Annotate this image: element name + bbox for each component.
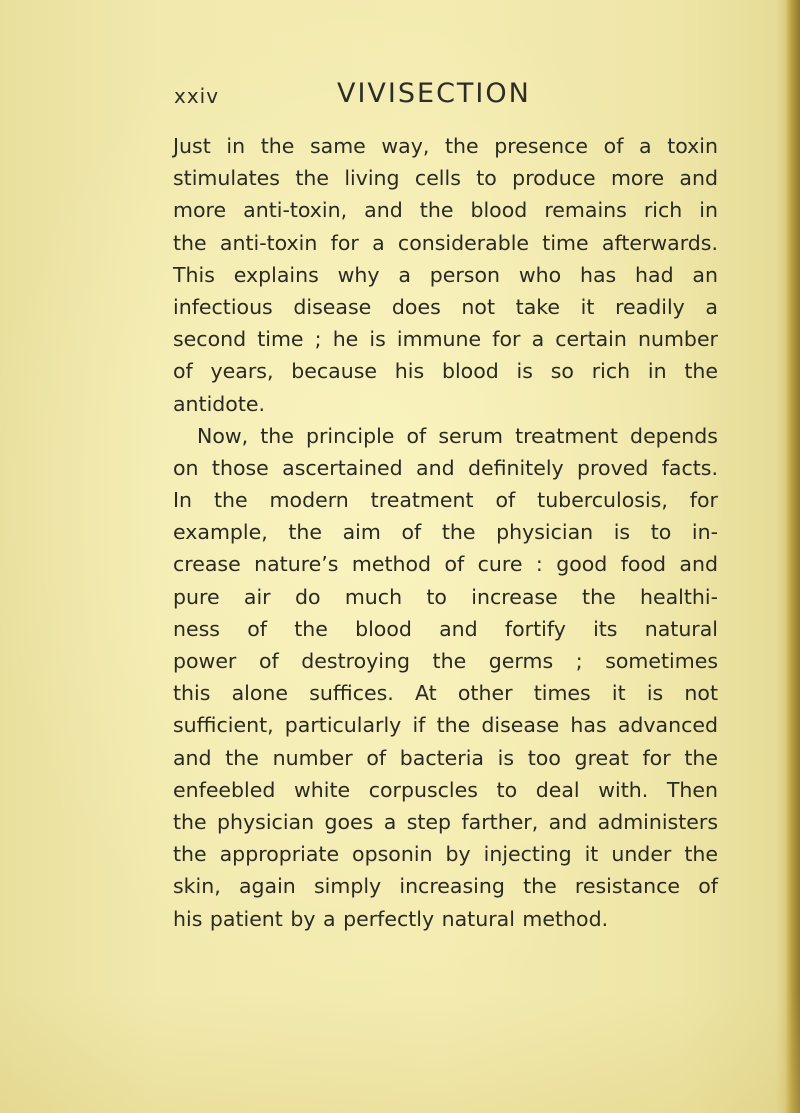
text-line: example, the aim of the physician is to in- [173, 520, 718, 545]
text-line: stimulates the living cells to produce more and [173, 166, 718, 191]
text-line: and the number of bacteria is too great for the [173, 745, 718, 770]
page-edge [786, 0, 800, 1113]
text-line: his patient by a perfectly natural method. [173, 906, 609, 931]
text-line: skin, again simply increasing the resistance of [173, 874, 718, 899]
text-line: second time ; he is immune for a certain number [173, 327, 718, 352]
text-line: Now, the principle of serum treatment depends [197, 423, 718, 448]
text-line: the physician goes a step farther, and administers [173, 809, 718, 834]
page-number: xxiv [174, 84, 220, 108]
text-line: the appropriate opsonin by injecting it under the [173, 842, 718, 867]
text-line: enfeebled white corpuscles to deal with. Then [173, 777, 718, 802]
page-edge-shadow [776, 0, 786, 1113]
text-line: infectious disease does not take it readily a [173, 294, 718, 319]
text-line: In the modern treatment of tuberculosis, for [173, 488, 718, 513]
text-line: of years, because his blood is so rich in the [173, 359, 718, 384]
body-text [173, 130, 718, 935]
paper-stain [0, 993, 800, 1113]
text-line: This explains why a person who has had an [173, 262, 718, 287]
text-line: the anti-toxin for a considerable time afterwards. [173, 230, 718, 255]
text-line: on those ascertained and definitely proved facts. [173, 455, 718, 480]
text-line: more anti-toxin, and the blood remains rich in [173, 198, 718, 223]
text-line: sufficient, particularly if the disease has advanced [173, 713, 718, 738]
text-line: Just in the same way, the presence of a toxin [173, 134, 718, 158]
text-line: this alone suffices. At other times it is not [173, 681, 718, 706]
text-line: pure air do much to increase the healthi- [173, 584, 718, 609]
page-header [0, 78, 800, 118]
text-line: power of destroying the germs ; sometimes [173, 649, 718, 673]
text-line: crease nature’s method of cure : good food and [173, 552, 718, 577]
running-title: VIVISECTION [337, 78, 531, 109]
text-line: ness of the blood and fortify its natural [173, 616, 718, 641]
text-line: antidote. [173, 391, 266, 416]
